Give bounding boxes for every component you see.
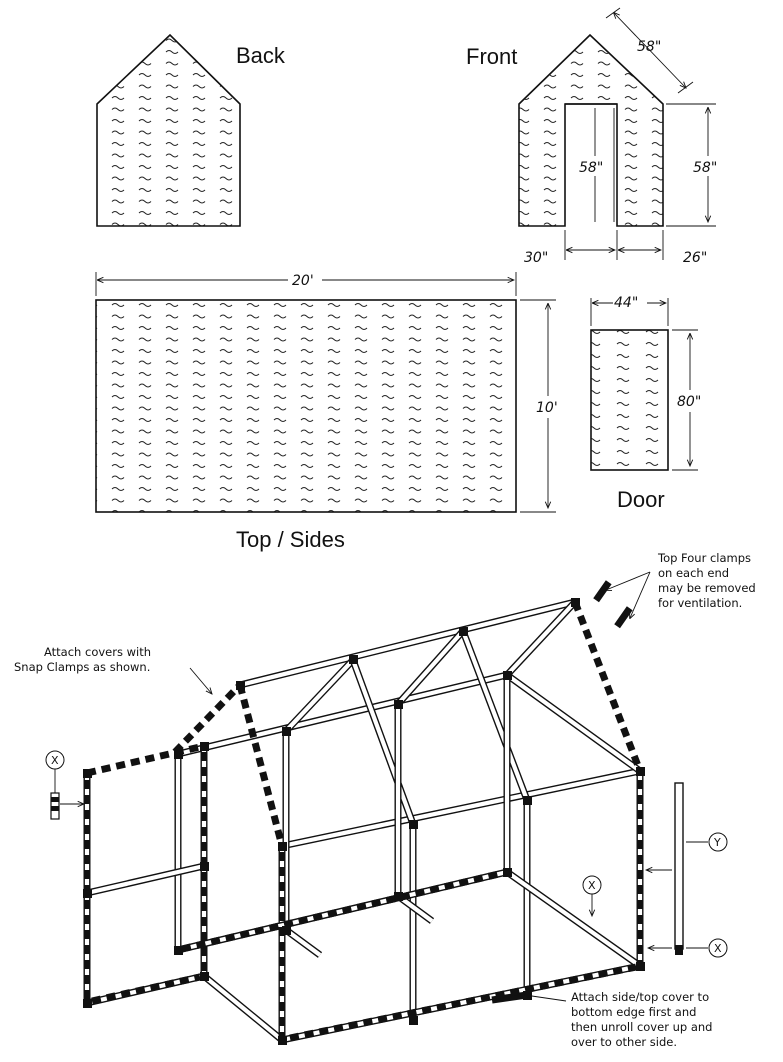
top-width-value: 10' [536,400,558,416]
unroll-note-line1: Attach side/top cover to [571,990,710,1004]
callout-x-right-label: X [714,942,722,955]
door-outline [591,330,668,470]
greenhouse-frame [83,598,645,1045]
front-door-opening-height-value: 58" [579,160,604,176]
attach-note-line2: Snap Clamps as shown. [14,660,151,674]
front-panel [519,35,663,226]
unroll-note-line2: bottom edge first and [571,1005,697,1019]
door-width-value: 44" [614,295,639,311]
frame-joints [83,598,645,1045]
back-label: Back [236,43,285,68]
frame-end-gable [87,602,640,1038]
vent-note-line1: Top Four clamps [658,551,752,565]
callout-x-left-label: X [51,754,59,767]
door-height-value: 80" [677,394,702,410]
attach-note-leader [190,668,212,694]
top-sides-label: Top / Sides [236,527,345,552]
front-left-width-value: 30" [524,250,549,266]
top-sides-panel [96,270,562,512]
vent-note-line4: for ventilation. [658,596,743,610]
frame-far-eave [178,675,507,754]
callout-x-mid-label: X [588,879,596,892]
back-panel-outline [97,35,240,226]
front-side-height-value: 58" [693,160,718,176]
front-label: Front [466,44,518,69]
unroll-note-line3: then unroll cover up and [571,1020,713,1034]
front-panel-outline [519,35,663,226]
frame-near-eave [282,771,640,846]
front-width-dimensions [565,230,663,260]
vent-clamp-callout [593,572,650,628]
door-label: Door [617,487,665,512]
vent-note-line3: may be removed [658,581,756,595]
door-panel [591,292,706,470]
frame-base [87,866,640,1040]
callout-y-label: Y [714,836,721,849]
front-roof-edge-value: 58" [637,39,662,55]
back-panel [97,35,240,226]
frame-ridge [240,602,575,685]
top-sides-outline [96,300,516,512]
vent-note-line2: on each end [658,566,730,580]
attach-note-line1: Attach covers with [44,645,152,659]
front-right-width-value: 26" [683,250,708,266]
unroll-note-line4: over to other side. [571,1035,678,1049]
callout-y [646,783,727,955]
top-length-value: 20' [292,273,314,289]
